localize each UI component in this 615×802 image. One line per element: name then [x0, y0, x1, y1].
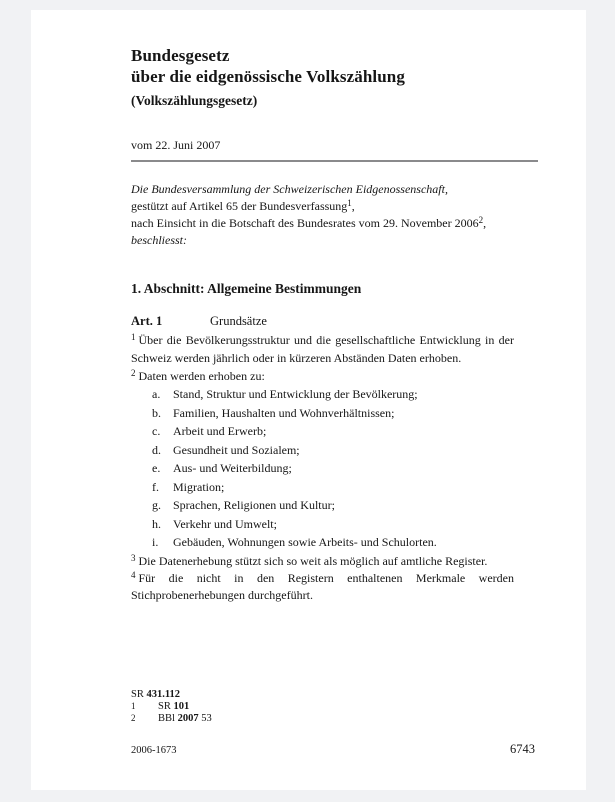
- section-heading: 1. Abschnitt: Allgemeine Bestimmungen: [131, 281, 362, 296]
- paragraph-3: $^3$ Die Datenerhebung stützt sich so weit als möglich auf amtliche Register.: [131, 552, 488, 568]
- list-item-marker: c.: [152, 424, 161, 438]
- date-line: vom 22. Juni 2007: [131, 138, 221, 152]
- list-item-marker: i.: [152, 535, 159, 549]
- footnote-marker: 2: [131, 713, 136, 723]
- preamble: [131, 181, 514, 249]
- doc-code: 2006-1673: [131, 745, 177, 756]
- footnote-2: [131, 713, 538, 725]
- list-item-marker: h.: [152, 516, 161, 531]
- paragraph-1-marker: 1: [131, 332, 136, 342]
- list-item-text: Sprachen, Religionen und Kultur;: [173, 498, 335, 512]
- list-item-text: Gesundheit und Sozialem;: [173, 442, 300, 457]
- list-item-text: Gebäuden, Wohnungen sowie Arbeits- und Schulorten.: [173, 535, 437, 549]
- title-divider: [131, 160, 538, 162]
- article-heading: [131, 313, 514, 329]
- list-item-marker: b.: [152, 405, 161, 420]
- page-number: 6743: [510, 742, 535, 756]
- law-title-line-2: über die eidgenössische Volkszählung: [131, 67, 405, 86]
- footnote-1: [131, 701, 538, 713]
- list-item-marker: a.: [152, 387, 161, 401]
- imprint-row: [131, 742, 535, 757]
- footnote-ref-2: 2: [478, 215, 484, 225]
- list-item-text: Verkehr und Umwelt;: [173, 516, 277, 531]
- footnote-block: [131, 688, 538, 725]
- paragraph-4: $^4$ Für die nicht in den Registern enthaltenen Merkmale werden Stichprobenerhebungen durchgeführt.: [131, 569, 514, 602]
- footnote-text: BBl 2007 53: [158, 713, 212, 724]
- law-subtitle: (Volkszählungsgesetz): [131, 93, 258, 108]
- preamble-authority: Die Bundesversammlung der Schweizerischen Eidgenossenschaft,: [131, 182, 448, 196]
- list-item-text: Migration;: [173, 479, 225, 494]
- list-item-c: [131, 422, 514, 441]
- list-item-marker: d.: [152, 442, 161, 457]
- paragraph-1: $^1$ Über die Bevölkerungsstruktur und die gesellschaftliche Entwicklung in der Schweiz werden jährlich oder in kürzeren Abständen Daten erhoben.: [131, 332, 514, 365]
- text-column: [131, 10, 514, 604]
- article-number: Art. 1: [131, 314, 163, 328]
- preamble-message: nach Einsicht in die Botschaft des Bundesrates vom 29. November 2006$^2$,: [131, 215, 487, 230]
- document-page: [31, 10, 586, 790]
- paragraph-3-marker: 3: [131, 552, 136, 563]
- list-item-marker: g.: [152, 498, 161, 512]
- list-item-marker: f.: [152, 479, 159, 494]
- paragraph-4-marker: 4: [131, 569, 136, 580]
- law-title: [131, 10, 514, 87]
- sr-reference: SR 431.112: [131, 689, 181, 700]
- paragraph-2: $^2$ Daten werden erhoben zu:: [131, 368, 265, 383]
- footnote-marker: 1: [131, 701, 136, 711]
- preamble-basis: gestützt auf Artikel 65 der Bundesverfassung$^1$,: [131, 198, 355, 213]
- list-item-a: [131, 385, 514, 404]
- footnote-ref-1: 1: [347, 198, 352, 208]
- list-item-text: Arbeit und Erwerb;: [173, 424, 267, 438]
- list-item-h: [131, 515, 514, 534]
- footnote-text: SR 101: [158, 701, 190, 712]
- list-item-text: Stand, Struktur und Entwicklung der Bevölkerung;: [173, 387, 418, 401]
- list-item-text: Familien, Haushalten und Wohnverhältnissen;: [173, 405, 395, 420]
- list-item-d: [131, 441, 514, 460]
- enumeration-list: [131, 385, 514, 552]
- list-item-g: [131, 496, 514, 515]
- preamble-decree: beschliesst:: [131, 233, 187, 247]
- list-item-e: [131, 459, 514, 478]
- article-title: Grundsätze: [210, 314, 267, 328]
- law-title-line-1: Bundesgesetz: [131, 46, 230, 65]
- list-item-text: Aus- und Weiterbildung;: [173, 461, 292, 475]
- paragraph-2-marker: 2: [131, 368, 136, 378]
- list-item-b: [131, 404, 514, 423]
- list-item-f: [131, 478, 514, 497]
- list-item-marker: e.: [152, 461, 161, 475]
- list-item-i: [131, 533, 514, 552]
